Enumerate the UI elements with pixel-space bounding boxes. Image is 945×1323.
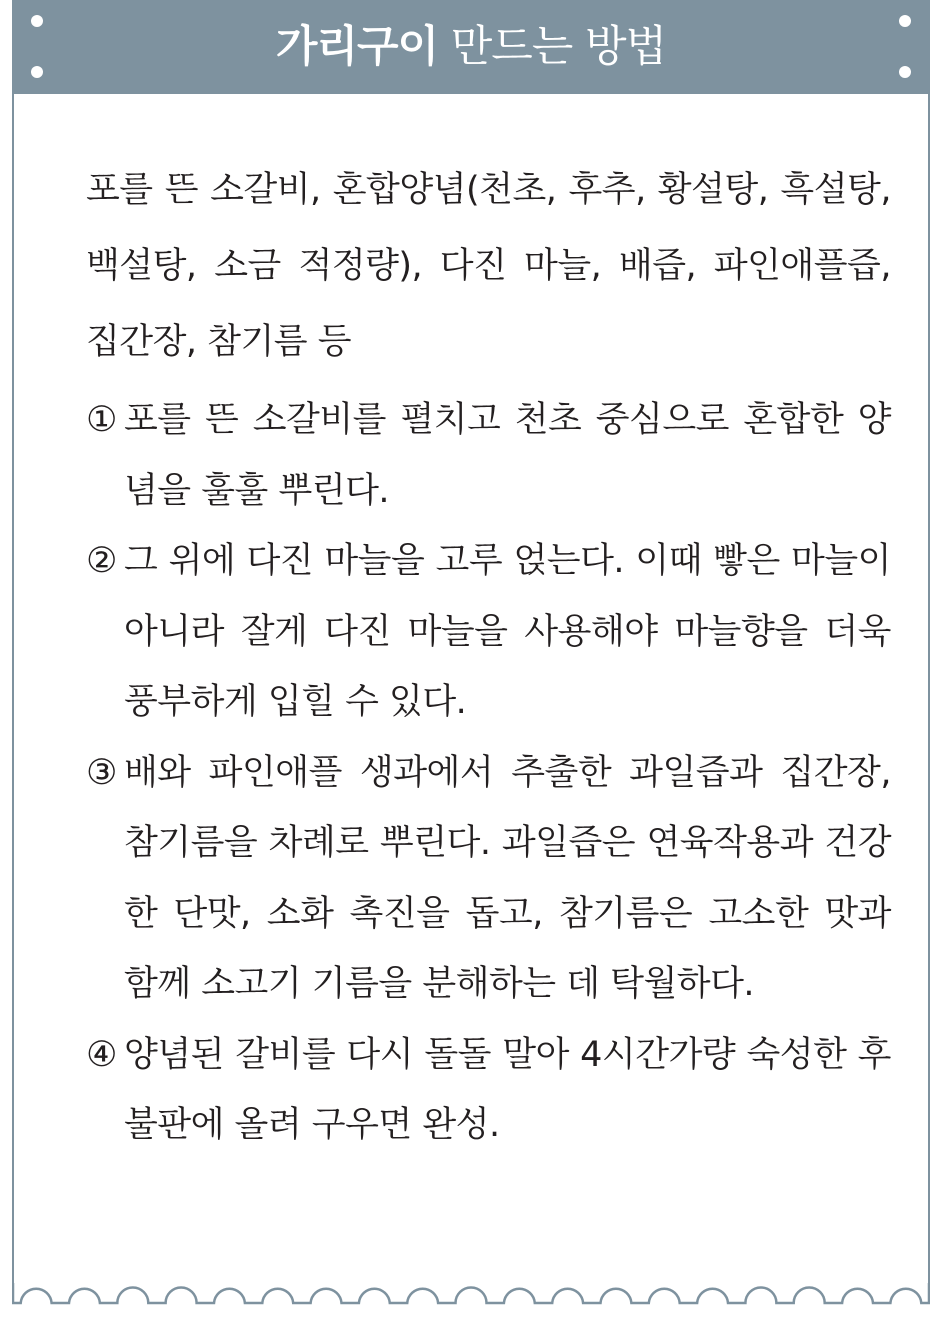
ingredients-text: 포를 뜬 소갈비, 혼합양념(천초, 후추, 황설탕, 흑설탕, 백설탕, 소금 적정량), 다진 마늘, 배즙, 파인애플즙, 집간장, 참기름 등: [86, 170, 891, 362]
recipe-card: [12, 0, 930, 1300]
step-text: 배와 파인애플 생과에서 추출한 과일즙과 집간장, 참기름을 차례로 뿌린다. 과일즙은 연육작용과 건강한 단맛, 소화 촉진을 돕고, 참기름은 고소한 맛과 함께 소고기 기름을 분해하는 데 탁월하다.: [124, 752, 891, 1004]
step-text: 포를 뜬 소갈비를 펼치고 천초 중심으로 혼합한 양념을 훌훌 뿌린다.: [124, 400, 891, 511]
step-item: [86, 1020, 891, 1161]
header-bar: [14, 0, 928, 94]
step-item: [86, 738, 891, 1020]
step-item: [86, 385, 891, 526]
title-rest: 만드는 방법: [450, 22, 667, 72]
scalloped-bottom-edge: [12, 1283, 930, 1307]
step-number: ①: [86, 400, 117, 440]
page-title: [14, 20, 928, 74]
step-number: ②: [86, 541, 117, 581]
step-number: ④: [86, 1034, 117, 1075]
step-number: ③: [86, 752, 117, 793]
steps-list: [86, 385, 891, 1161]
scallop-line: [13, 1283, 929, 1303]
step-text: 그 위에 다진 마늘을 고루 얹는다. 이때 빻은 마늘이 아니라 잘게 다진 마늘을 사용해야 마늘향을 더욱 풍부하게 입힐 수 있다.: [124, 541, 891, 722]
step-text: 양념된 갈비를 다시 돌돌 말아 4시간가량 숙성한 후 불판에 올려 구우면 완성.: [124, 1034, 891, 1145]
step-item: [86, 526, 891, 738]
title-bold: 가리구이: [275, 22, 439, 72]
